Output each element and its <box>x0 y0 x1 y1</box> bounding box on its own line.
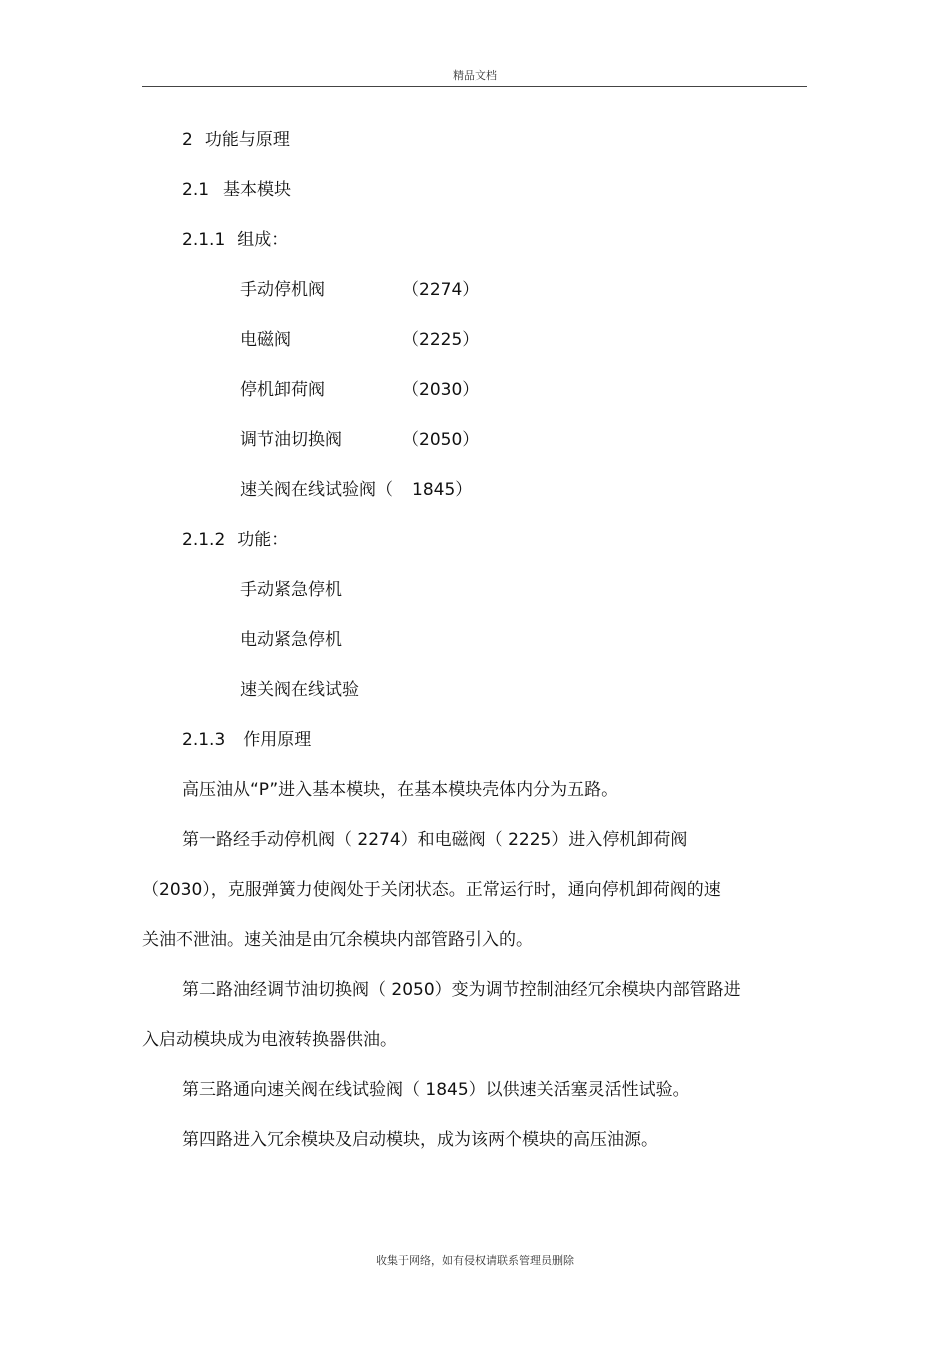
section-number: 2.1.2 <box>182 530 226 550</box>
component-name: 电磁阀 <box>240 330 291 350</box>
function-item: 速关阀在线试验 <box>240 680 359 700</box>
paragraph-line: 第二路油经调节油切换阀（ 2050）变为调节控制油经冗余模块内部管路进 <box>182 980 741 1000</box>
component-name: 停机卸荷阀 <box>240 380 325 400</box>
page-footer: 收集于网络，如有侵权请联系管理员删除 <box>376 1254 574 1267</box>
component-code: （2274） <box>402 280 480 300</box>
paragraph-line: 入启动模块成为电液转换器供油。 <box>142 1030 397 1050</box>
function-item: 电动紧急停机 <box>240 630 342 650</box>
function-item: 手动紧急停机 <box>240 580 342 600</box>
paragraph-line: 第一路经手动停机阀（ 2274）和电磁阀（ 2225）进入停机卸荷阀 <box>182 830 688 850</box>
component-name: 调节油切换阀 <box>240 430 342 450</box>
section-title: 基本模块 <box>223 180 292 200</box>
component-name: 手动停机阀 <box>240 280 325 300</box>
section-title: 功能： <box>237 530 289 550</box>
section-2-1-2-heading <box>182 528 288 552</box>
paragraph-line: 关油不泄油。速关油是由冗余模块内部管路引入的。 <box>142 930 533 950</box>
paragraph-line: （2030），克服弹簧力使阀处于关闭状态。正常运行时，通向停机卸荷阀的速 <box>142 880 721 900</box>
component-code: （2030） <box>402 380 480 400</box>
component-code: 1845） <box>412 480 473 500</box>
section-number: 2.1 <box>182 180 210 200</box>
page-header: 精品文档 <box>453 69 497 82</box>
section-number: 2.1.1 <box>182 230 226 250</box>
component-code: （2050） <box>402 430 480 450</box>
paragraph-line: 第四路进入冗余模块及启动模块，成为该两个模块的高压油源。 <box>182 1130 658 1150</box>
section-title: 作用原理 <box>243 730 312 750</box>
section-2-1-3-heading <box>182 728 311 752</box>
section-title: 组成： <box>237 230 289 250</box>
paragraph-line: 第三路通向速关阀在线试验阀（ 1845）以供速关活塞灵活性试验。 <box>182 1080 690 1100</box>
section-2-1-heading <box>182 178 291 202</box>
section-title: 功能与原理 <box>204 130 290 150</box>
header-divider <box>142 86 807 87</box>
section-number: 2.1.3 <box>182 730 226 750</box>
component-code: （2225） <box>402 330 480 350</box>
paragraph-line: 高压油从“P”进入基本模块，在基本模块壳体内分为五路。 <box>182 780 619 800</box>
section-2-1-1-heading <box>182 228 288 252</box>
section-2-heading <box>182 128 290 152</box>
component-name: 速关阀在线试验阀（ <box>240 480 393 500</box>
section-number: 2 <box>182 130 193 150</box>
